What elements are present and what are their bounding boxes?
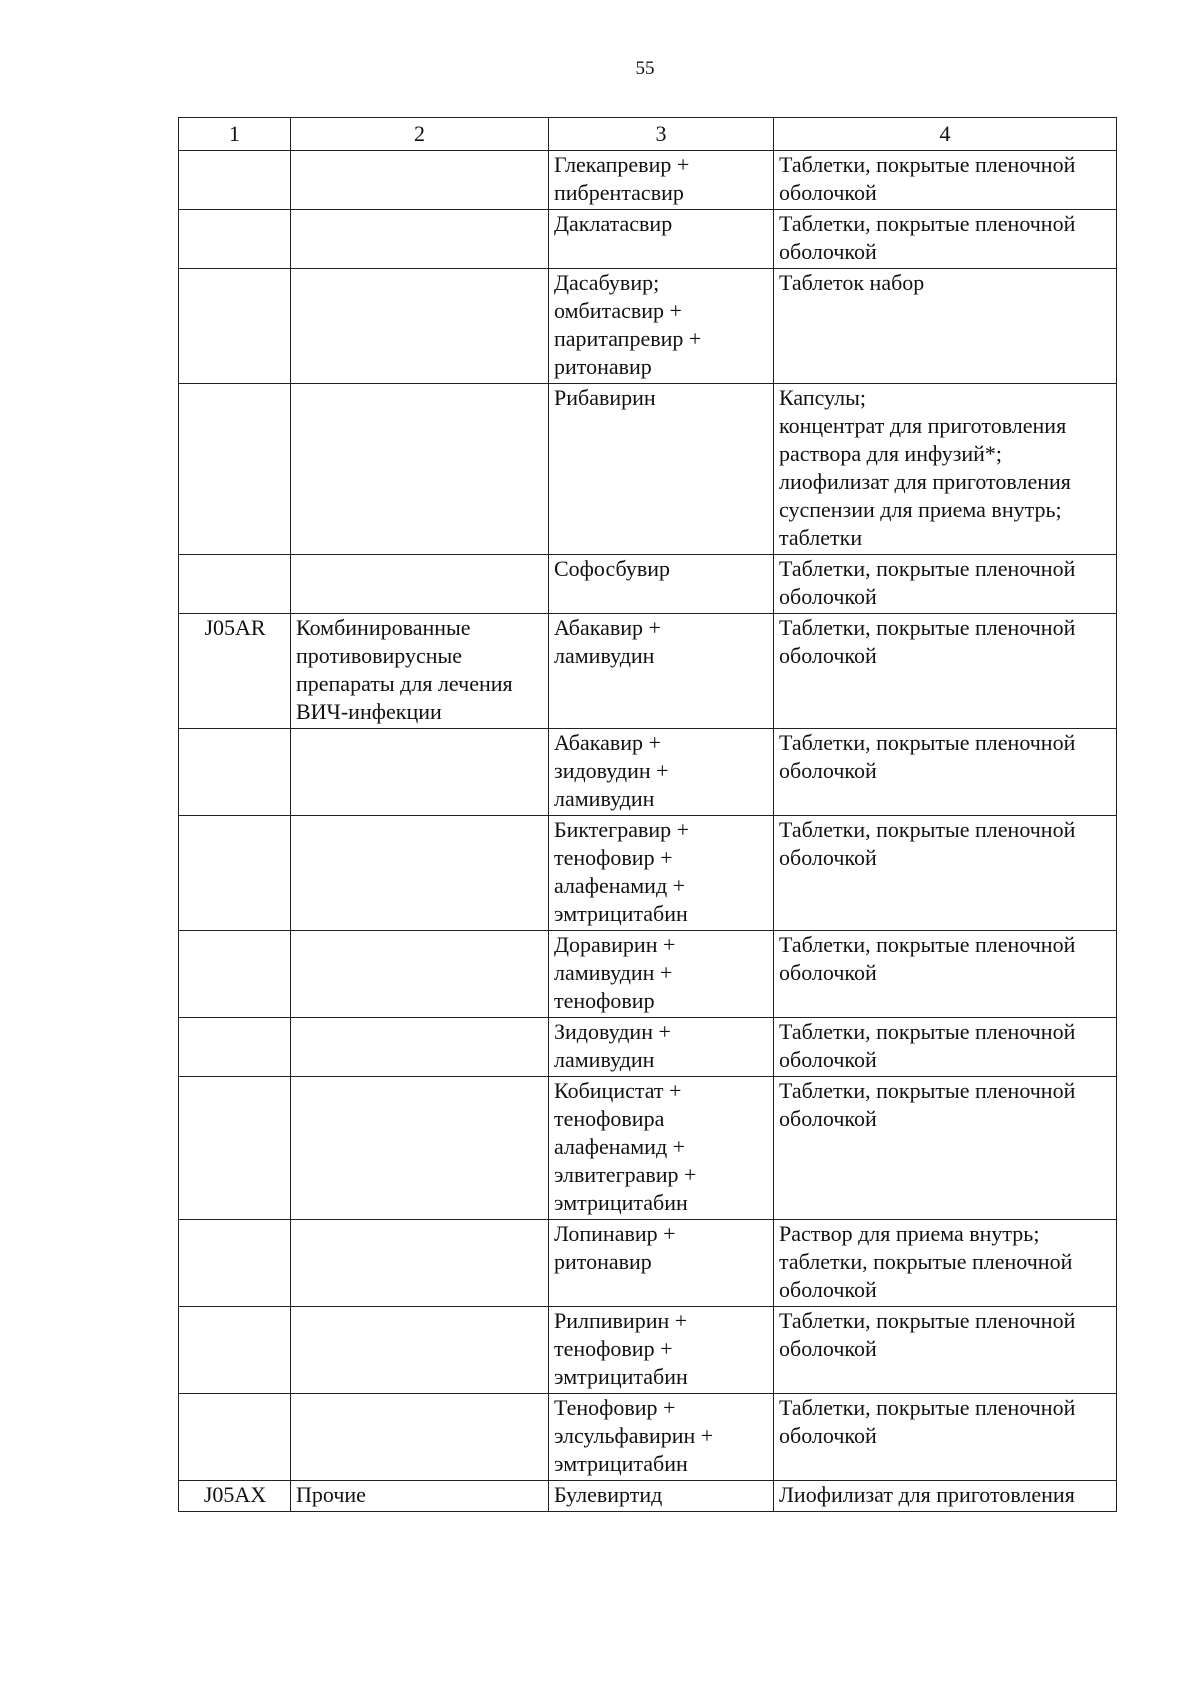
dosage-form-cell-text: Раствор для приема внутрь; таблетки, покрытые пленочной оболочкой — [779, 1221, 1073, 1302]
drug-name-cell-text: Абакавир + ламивудин — [554, 615, 661, 668]
drug-name-cell — [549, 614, 774, 729]
table-row — [179, 210, 1117, 269]
dosage-form-cell — [774, 151, 1117, 210]
drug-name-cell — [549, 1394, 774, 1481]
atc-code-cell — [179, 555, 291, 614]
drug-name-cell-text: Абакавир + зидовудин + ламивудин — [554, 730, 669, 811]
drug-name-cell — [549, 1307, 774, 1394]
drug-name-cell — [549, 151, 774, 210]
atc-code-cell — [179, 210, 291, 269]
dosage-form-cell-text: Капсулы; концентрат для приготовления раствора для инфузий*; лиофилизат для приготовления суспензии для приема внутрь; таблетки — [779, 385, 1071, 550]
atc-code-cell — [179, 1077, 291, 1220]
drug-name-cell — [549, 1481, 774, 1512]
dosage-form-cell — [774, 614, 1117, 729]
atc-code-cell-text: J05AX — [203, 1482, 267, 1507]
dosage-form-cell — [774, 555, 1117, 614]
dosage-form-cell-text: Таблетки, покрытые пленочной оболочкой — [779, 1395, 1076, 1448]
table-row — [179, 614, 1117, 729]
drug-name-cell — [549, 384, 774, 555]
table-row — [179, 151, 1117, 210]
dosage-form-cell — [774, 1018, 1117, 1077]
group-name-cell — [291, 210, 549, 269]
table-row — [179, 931, 1117, 1018]
column-header-4: 4 — [774, 118, 1117, 151]
drug-table — [178, 117, 1117, 1512]
dosage-form-cell — [774, 729, 1117, 816]
drug-name-cell — [549, 1018, 774, 1077]
dosage-form-cell-text: Таблетки, покрытые пленочной оболочкой — [779, 211, 1076, 264]
table-body — [179, 151, 1117, 1512]
drug-name-cell — [549, 816, 774, 931]
drug-name-cell-text: Рилпивирин + тенофовир + эмтрицитабин — [554, 1308, 688, 1389]
dosage-form-cell-text: Таблеток набор — [779, 270, 925, 295]
dosage-form-cell — [774, 816, 1117, 931]
dosage-form-cell-text: Таблетки, покрытые пленочной оболочкой — [779, 556, 1076, 609]
drug-name-cell-text: Кобицистат + тенофовира алафенамид + элвитегравир + эмтрицитабин — [554, 1078, 697, 1215]
atc-code-cell-text: J05AR — [204, 615, 266, 640]
group-name-cell — [291, 614, 549, 729]
dosage-form-cell-text: Таблетки, покрытые пленочной оболочкой — [779, 152, 1076, 205]
dosage-form-cell-text: Таблетки, покрытые пленочной оболочкой — [779, 1019, 1076, 1072]
dosage-form-cell-text: Таблетки, покрытые пленочной оболочкой — [779, 1078, 1076, 1131]
drug-name-cell-text: Рибавирин — [554, 385, 656, 410]
dosage-form-cell-text: Таблетки, покрытые пленочной оболочкой — [779, 932, 1076, 985]
drug-name-cell — [549, 1077, 774, 1220]
group-name-cell-text: Комбинированные противовирусные препараты для лечения ВИЧ-инфекции — [296, 615, 513, 724]
table-row — [179, 816, 1117, 931]
dosage-form-cell-text: Лиофилизат для приготовления — [779, 1482, 1075, 1507]
drug-name-cell-text: Доравирин + ламивудин + тенофовир — [554, 932, 676, 1013]
dosage-form-cell — [774, 1481, 1117, 1512]
atc-code-cell — [179, 729, 291, 816]
drug-name-cell-text: Зидовудин + ламивудин — [554, 1019, 671, 1072]
dosage-form-cell-text: Таблетки, покрытые пленочной оболочкой — [779, 730, 1076, 783]
atc-code-cell — [179, 1481, 291, 1512]
table-row — [179, 269, 1117, 384]
group-name-cell — [291, 931, 549, 1018]
atc-code-cell — [179, 384, 291, 555]
column-header-2: 2 — [291, 118, 549, 151]
dosage-form-cell-text: Таблетки, покрытые пленочной оболочкой — [779, 615, 1076, 668]
atc-code-cell — [179, 1220, 291, 1307]
drug-name-cell-text: Даклатасвир — [554, 211, 673, 236]
table-row — [179, 1307, 1117, 1394]
page-number: 55 — [635, 58, 655, 79]
group-name-cell — [291, 269, 549, 384]
drug-name-cell-text: Биктегравир + тенофовир + алафенамид + эмтрицитабин — [554, 817, 690, 926]
drug-name-cell-text: Дасабувир; омбитасвир + паритапревир + ритонавир — [554, 270, 702, 379]
atc-code-cell — [179, 1307, 291, 1394]
table-row — [179, 384, 1117, 555]
atc-code-cell — [179, 816, 291, 931]
group-name-cell — [291, 1394, 549, 1481]
table-row — [179, 1077, 1117, 1220]
table-row — [179, 1394, 1117, 1481]
table-row — [179, 1481, 1117, 1512]
table-header-row — [179, 118, 1117, 151]
drug-name-cell — [549, 1220, 774, 1307]
atc-code-cell — [179, 931, 291, 1018]
table-row — [179, 729, 1117, 816]
dosage-form-cell — [774, 931, 1117, 1018]
drug-name-cell-text: Софосбувир — [554, 556, 671, 581]
group-name-cell — [291, 1220, 549, 1307]
group-name-cell — [291, 1018, 549, 1077]
drug-name-cell — [549, 210, 774, 269]
group-name-cell — [291, 555, 549, 614]
dosage-form-cell — [774, 210, 1117, 269]
table-row — [179, 1220, 1117, 1307]
table-row — [179, 1018, 1117, 1077]
drug-name-cell — [549, 269, 774, 384]
drug-name-cell — [549, 729, 774, 816]
atc-code-cell — [179, 1394, 291, 1481]
drug-name-cell-text: Булевиртид — [554, 1482, 663, 1507]
dosage-form-cell — [774, 1394, 1117, 1481]
dosage-form-cell — [774, 1220, 1117, 1307]
drug-name-cell-text: Лопинавир + ритонавир — [554, 1221, 676, 1274]
column-header-1: 1 — [179, 118, 291, 151]
table-row — [179, 555, 1117, 614]
dosage-form-cell — [774, 384, 1117, 555]
group-name-cell — [291, 729, 549, 816]
column-header-3: 3 — [549, 118, 774, 151]
dosage-form-cell — [774, 1077, 1117, 1220]
group-name-cell — [291, 151, 549, 210]
drug-name-cell-text: Глекапревир + пибрентасвир — [554, 152, 690, 205]
dosage-form-cell-text: Таблетки, покрытые пленочной оболочкой — [779, 817, 1076, 870]
group-name-cell — [291, 1077, 549, 1220]
group-name-cell — [291, 384, 549, 555]
drug-name-cell-text: Тенофовир + элсульфавирин + эмтрицитабин — [554, 1395, 714, 1476]
drug-name-cell — [549, 555, 774, 614]
atc-code-cell — [179, 269, 291, 384]
drug-name-cell — [549, 931, 774, 1018]
atc-code-cell — [179, 1018, 291, 1077]
dosage-form-cell — [774, 269, 1117, 384]
atc-code-cell — [179, 614, 291, 729]
dosage-form-cell-text: Таблетки, покрытые пленочной оболочкой — [779, 1308, 1076, 1361]
atc-code-cell — [179, 151, 291, 210]
dosage-form-cell — [774, 1307, 1117, 1394]
group-name-cell — [291, 816, 549, 931]
group-name-cell-text: Прочие — [296, 1482, 366, 1507]
group-name-cell — [291, 1307, 549, 1394]
group-name-cell — [291, 1481, 549, 1512]
